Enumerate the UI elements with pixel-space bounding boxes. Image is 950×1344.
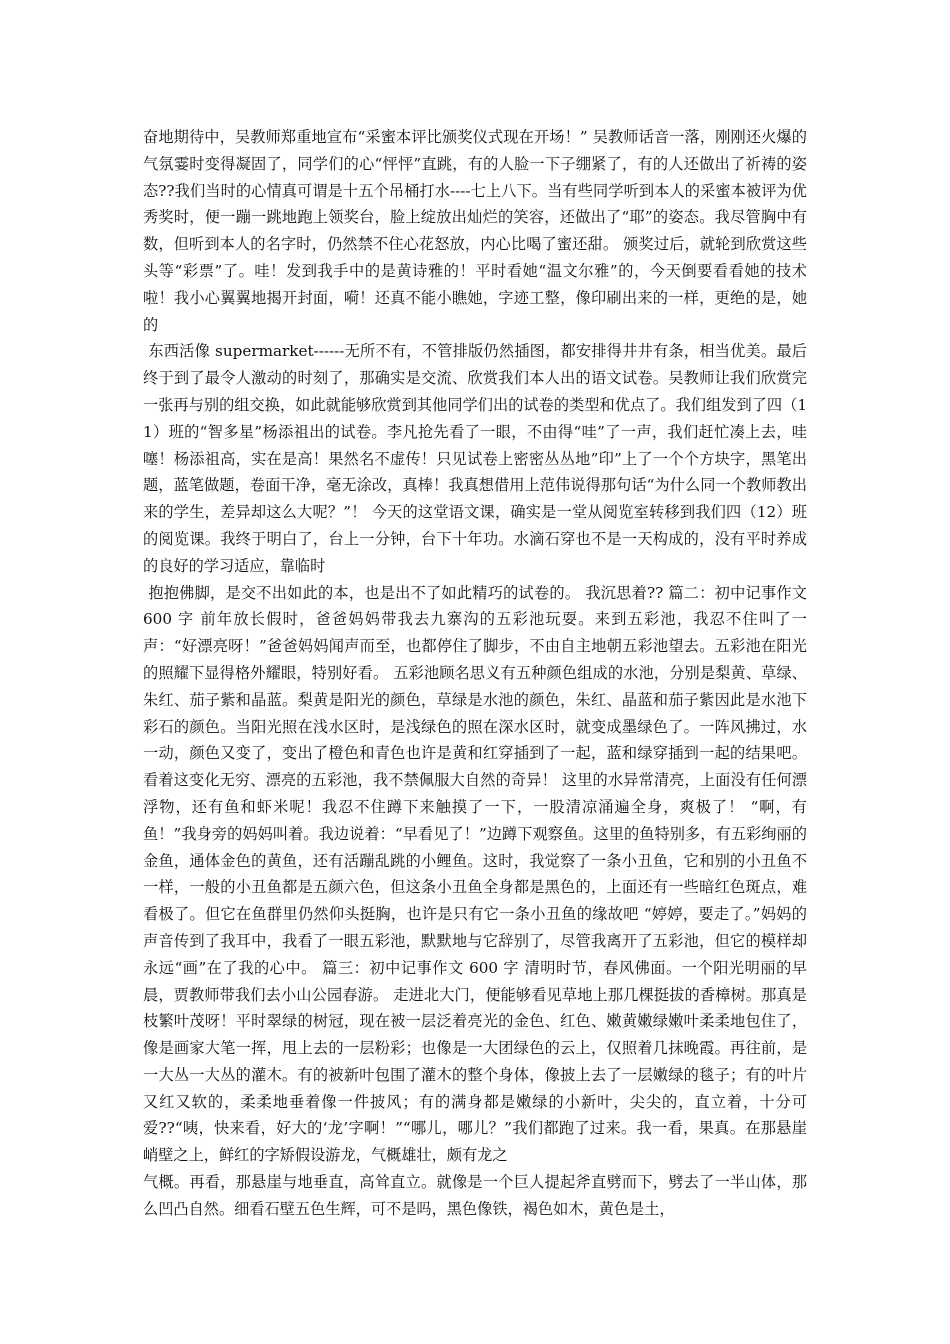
paragraph-3: 抱抱佛脚，是交不出如此的本，也是出不了如此精巧的试卷的。 我沉思着?? 篇二：初中记事作文 600 字 前年放长假时，爸爸妈妈带我去九寨沟的五彩池玩耍。来到五彩池，我忍不住叫了一声：“好漂亮呀！”爸爸妈妈闻声而至，也都停住了脚步，不由自主地朝五彩池望去。五彩池在阳光的照耀下显得格外耀眼，特别好看。 五彩池顾名思义有五种颜色组成的水池，分别是梨黄、草绿、朱红、茄子紫和晶蓝。梨黄是阳光的颜色，草绿是水池的颜色，朱红、晶蓝和茄子紫因此是水池下彩石的颜色。当阳光照在浅水区时，是浅绿色的照在深水区时，就变成墨绿色了。一阵风拂过，水一动，颜色又变了，变出了橙色和青色也许是黄和红穿插到了一起，蓝和绿穿插到一起的结果吧。看着这变化无穷、漂亮的五彩池，我不禁佩服大自然的奇异！ 这里的水异常清亮，上面没有任何漂浮物，还有鱼和虾米呢！我忍不住蹲下来触摸了一下，一股清凉涌遍全身，爽极了！ “啊，有鱼！”我身旁的妈妈叫着。我边说着：“早看见了！”边蹲下观察鱼。这里的鱼特别多，有五彩绚丽的金鱼，通体金色的黄鱼，还有活蹦乱跳的小鲤鱼。这时，我觉察了一条小丑鱼，它和别的小丑鱼不一样，一般的小丑鱼都是五颜六色，但这条小丑鱼全身都是黑色的，上面还有一些暗红色斑点，难看极了。但它在鱼群里仍然仰头挺胸，也许是只有它一条小丑鱼的缘故吧 “婷婷，要走了。”妈妈的声音传到了我耳中，我看了一眼五彩池，默默地与它辞别了，尽管我离开了五彩池，但它的模样却永远“画”在了我的心中。 篇三：初中记事作文 600 字 清明时节，春风佛面。一个阳光明丽的早晨，贾教师带我们去小山公园春游。 走进北大门，便能够看见草地上那几棵挺拔的香樟树。那真是枝繁叶茂呀！平时翠绿的树冠，现在被一层泛着亮光的金色、红色、嫩黄嫩绿嫩叶柔柔地包住了，像是画家大笔一挥，甩上去的一层粉彩；也像是一大团绿色的云上，仅照着几抹晚霞。再往前，是一大丛一大丛的灌木。有的被新叶包围了灌木的整个身体，像披上去了一层嫩绿的毯子；有的叶片又红又软的，柔柔地垂着像一件披风；有的满身都是嫩绿的小新叶，尖尖的，直立着，十分可爱??“咦，快来看，好大的‘龙’字啊！”“哪儿，哪儿？”我们都跑了过来。我一看，果真。在那悬崖峭壁之上，鲜红的字矫假设游龙，气概雄壮，颇有龙之 — [143, 583, 807, 1165]
paragraph-2: 东西活像 supermarket------无所不有，不管排版仍然插图，都安排得井井有条，相当优美。最后终于到了最令人激动的时刻了，那确实是交流、欣赏我们本人出的语文试卷。吴教师让我们欣赏完一张再与别的组交换，如此就能够欣赏到其他同学们出的试卷的类型和优点了。我们组发到了四（11）班的“智多星”杨添祖出的试卷。李凡抢先看了一眼，不由得“哇”了一声，我们赶忙凑上去，哇噻！杨添祖高，实在是高！果然名不虚传！只见试卷上密密丛丛地”印”上了一个个方块字，黑笔出题，蓝笔做题，卷面干净，毫无涂改，真棒！我真想借用上范伟说得那句话“为什么同一个教师教出来的学生，差异却这么大呢？”！ 今天的这堂语文课，确实是一堂从阅览室转移到我们四（12）班的阅览课。我终于明白了，台上一分钟，台下十年功。水滴石穿也不是一天构成的，没有平时养成的良好的学习适应，靠临时 — [143, 342, 807, 575]
paragraph-4: 气概。再看，那悬崖与地垂直，高耸直立。就像是一个巨人提起斧直劈而下，劈去了一半山体，那么凹凸自然。细看石壁五色生辉，可不是吗，黑色像铁，褐色如木，黄色是土， — [143, 1173, 807, 1218]
essay-text-body — [143, 124, 807, 1223]
paragraph-1: 奋地期待中，吴教师郑重地宣布“采蜜本评比颁奖仪式现在开场！” 吴教师话音一落，刚刚还火爆的气氛霎时变得凝固了，同学们的心“怦怦”直跳，有的人脸一下子绷紧了，有的人还做出了祈祷的姿态??我们当时的心情真可谓是十五个吊桶打水----七上八下。当有些同学听到本人的采蜜本被评为优秀奖时，便一蹦一跳地跑上领奖台，脸上绽放出灿烂的笑容，还做出了“耶”的姿态。我尽管胸中有数，但听到本人的名字时，仍然禁不住心花怒放，内心比喝了蜜还甜。 颁奖过后，就轮到欣赏这些头等“彩票”了。哇！发到我手中的是黄诗雅的！平时看她“温文尔雅”的，今天倒要看看她的技术啦！我小心翼翼地揭开封面，嗬！还真不能小瞧她，字迹工整，像印刷出来的一样，更绝的是，她的 — [143, 128, 807, 334]
